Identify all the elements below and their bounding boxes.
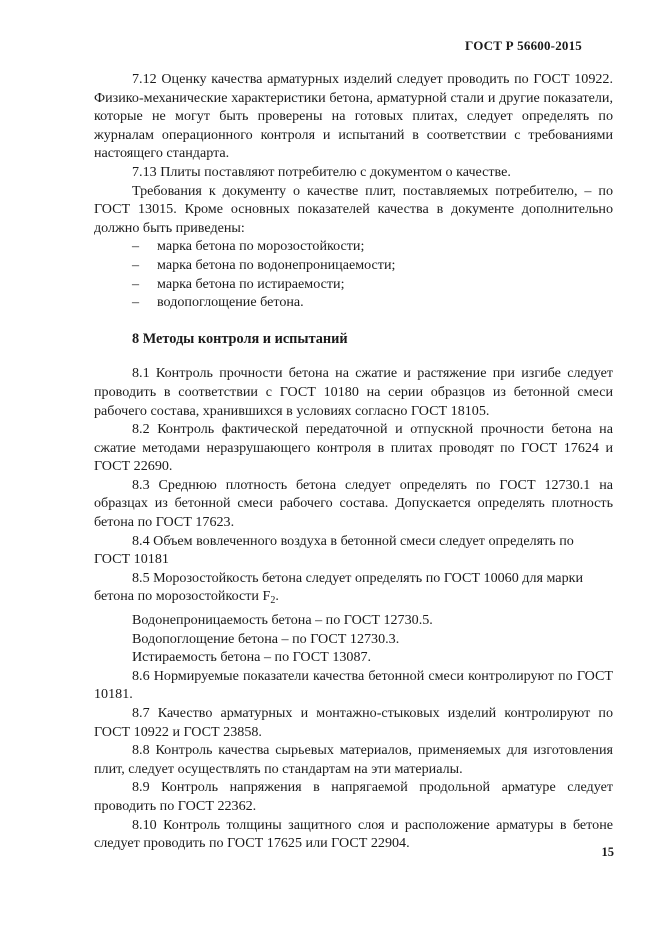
paragraph-8-4: 8.4 Объем вовлеченного воздуха в бетонной смеси следует определять по ГОСТ 10181 xyxy=(94,532,574,568)
dash-bullet: – xyxy=(132,294,140,311)
paragraph-8-3: 8.3 Среднюю плотность бетона следует определять по ГОСТ 12730.1 на образцах из бетонной смеси рабочего состава. Допускается определять плотность бетона по ГОСТ 17623. xyxy=(94,476,613,531)
document-header: ГОСТ Р 56600-2015 xyxy=(465,38,582,53)
section-heading: 8 Методы контроля и испытаний xyxy=(132,330,348,347)
list-item: – марка бетона по водонепроницаемости; xyxy=(132,256,396,273)
paragraph-water-absorption: Водопоглощение бетона – по ГОСТ 12730.3. xyxy=(132,630,400,647)
quality-indicators-list xyxy=(94,237,613,311)
list-item: – марка бетона по истираемости; xyxy=(132,275,345,292)
subscript: 2 xyxy=(270,595,276,607)
paragraph-8-10: 8.10 Контроль толщины защитного слоя и расположение арматуры в бетоне следует проводить по ГОСТ 17625 или ГОСТ 22904. xyxy=(94,816,613,852)
paragraph-abrasion: Истираемость бетона – по ГОСТ 13087. xyxy=(132,649,372,666)
dash-bullet: – xyxy=(132,256,140,273)
list-item: – марка бетона по морозостойкости; xyxy=(132,238,365,255)
paragraph-8-8: 8.8 Контроль качества сырьевых материалов, применяемых для изготовления плит, следует осуществлять по стандартам на эти материалы. xyxy=(94,742,613,777)
paragraph-8-5: 8.5 Морозостойкость бетона следует определять по ГОСТ 10060 для марки бетона по морозостойкости $F_2$. xyxy=(94,569,583,607)
paragraph-water-resistance: Водонепроницаемость бетона – по ГОСТ 12730.5. xyxy=(132,612,433,629)
dash-bullet: – xyxy=(132,275,140,292)
paragraph-7-13: 7.13 Плиты поставляют потребителю с документом о качестве. xyxy=(132,163,511,180)
page-content xyxy=(94,70,613,853)
paragraph-7-12: 7.12 Оценку качества арматурных изделий следует проводить по ГОСТ 10922. Физико-механические характеристики бетона, арматурной стали и другие показатели, которые не могут быть проверены на готовых плитах, следует определять по журналам операционного контроля и испытаний в соответствии с требованиями настоящего стандарта. xyxy=(94,71,613,162)
paragraph-8-7: 8.7 Качество арматурных и монтажно-стыковых изделий контролируют по ГОСТ 10922 и ГОСТ 23858. xyxy=(94,705,613,740)
paragraph-8-9: 8.9 Контроль напряжения в напрягаемой продольной арматуре следует проводить по ГОСТ 22362. xyxy=(94,779,613,814)
paragraph-8-2: 8.2 Контроль фактической передаточной и отпускной прочности бетона на сжатие методами неразрушающего контроля в плитах проводят по ГОСТ 17624 и ГОСТ 22690. xyxy=(94,421,613,475)
paragraph-quality-doc-requirements: Требования к документу о качестве плит, поставляемых потребителю, – по ГОСТ 13015. Кроме основных показателей качества в документе дополнительно должно быть приведены: xyxy=(94,182,613,236)
paragraph-8-6: 8.6 Нормируемые показатели качества бетонной смеси контролируют по ГОСТ 10181. xyxy=(94,667,613,703)
page-number: 15 xyxy=(601,845,614,859)
paragraph-8-1: 8.1 Контроль прочности бетона на сжатие и растяжение при изгибе следует проводить в соответствии с ГОСТ 10180 на серии образцов из бетонной смеси рабочего состава, хранившихся в условиях согласно ГОСТ 18105. xyxy=(94,365,613,419)
dash-bullet: – xyxy=(132,238,140,255)
list-item: – водопоглощение бетона. xyxy=(132,294,304,311)
